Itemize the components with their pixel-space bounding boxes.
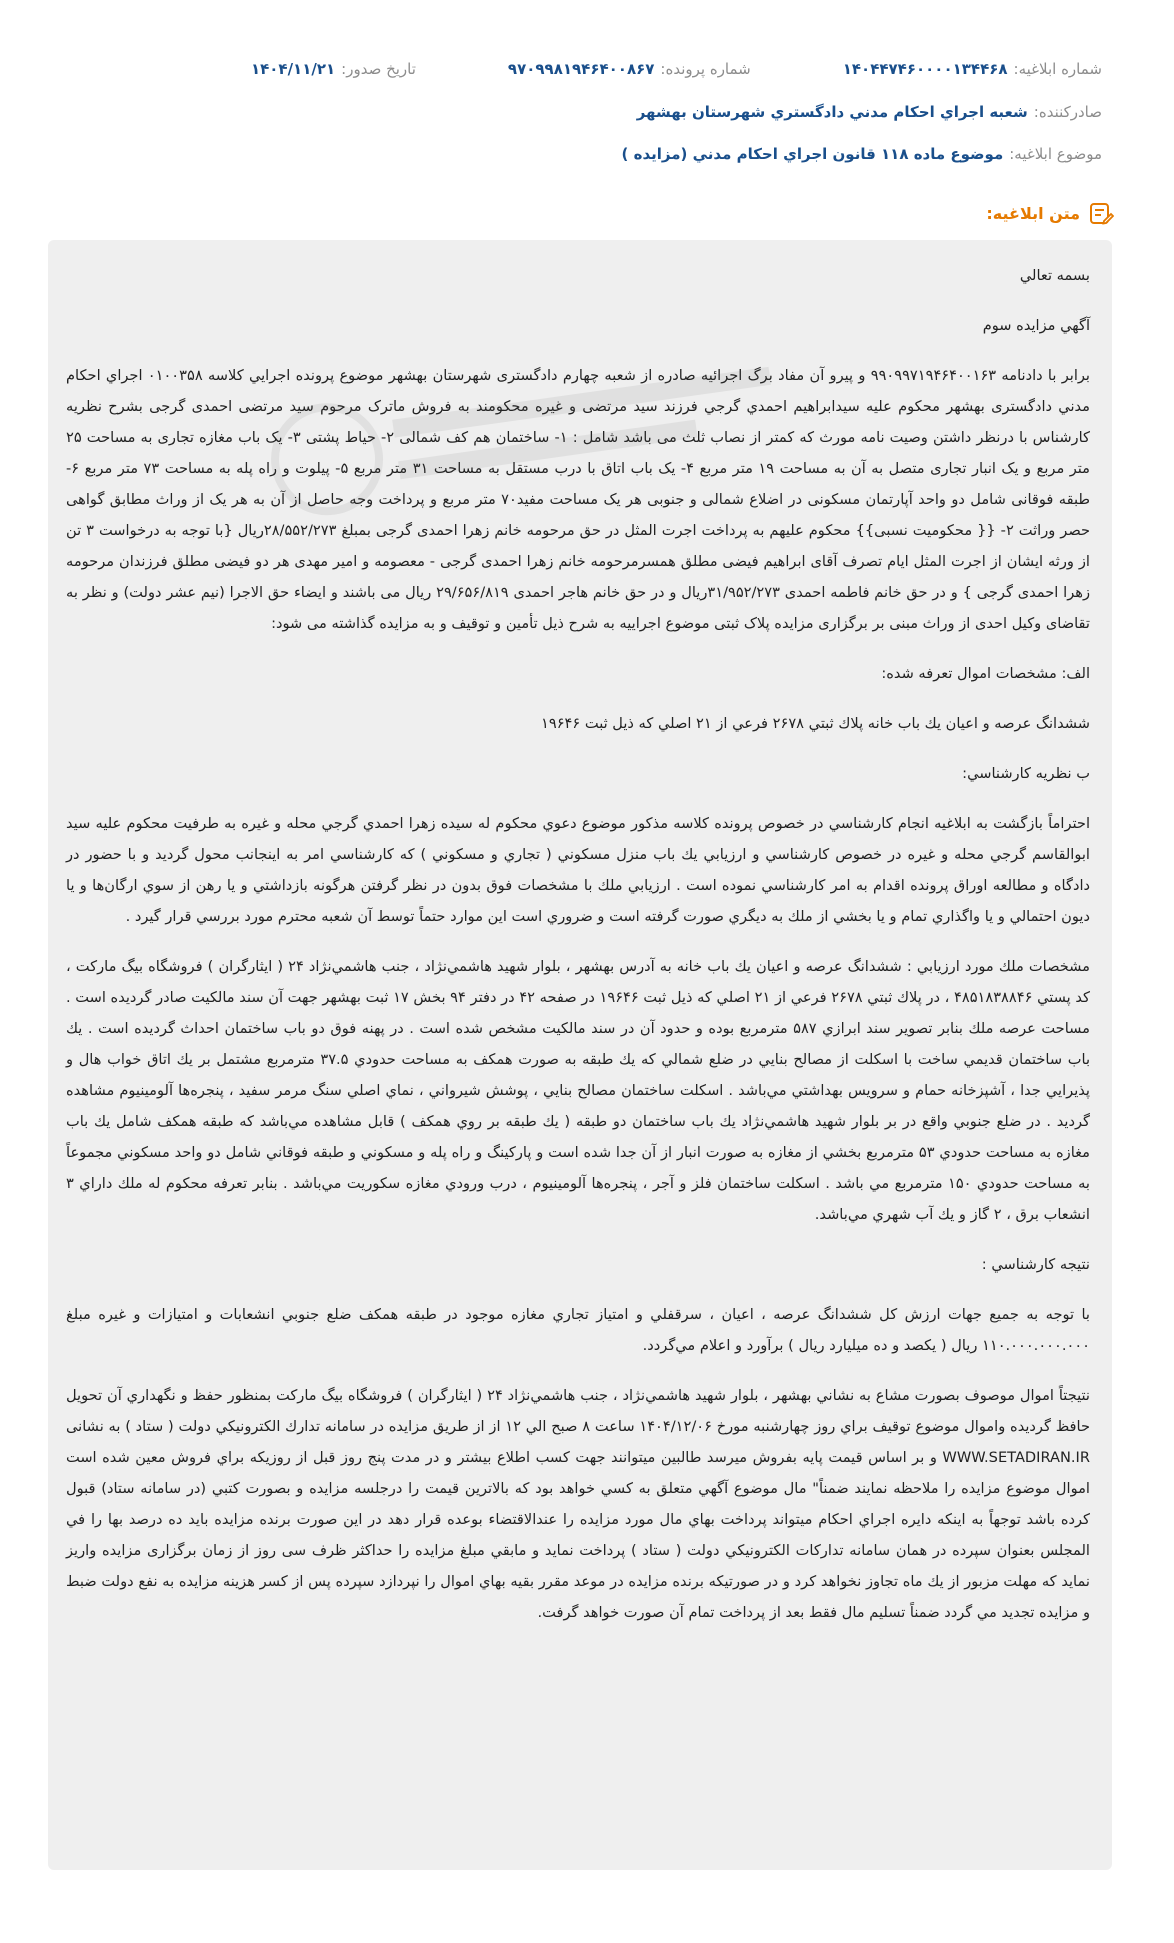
body-auction-terms: نتيجتاً اموال موصوف بصورت مشاع به نشاني بهشهر ، بلوار شهيد هاشمي‌نژاد ، جنب هاشمي‌نژاد ۲۴ ( ايثارگران ) فروشگاه بيگ ماركت بمنظور حفظ و نگهداري آن تحويل حافظ گرديده واموال موضوع توقيف براي روز چهارشنبه مورخ ۱۴۰۴/۱۲/۰۶ ساعت ۸ صبح الي ۱۲ از از طريق مزايده در سامانه تدارك الكترونيكي دولت ( ستاد ) به نشانی WWW.SETADIRAN.IR و بر اساس قيمت پايه بفروش ميرسد طالبين ميتوانند جهت كسب اطلاع بيشتر و در مدت پنج روز قبل از روزيكه براي فروش معين شده است اموال موضوع مزايده را ملاحظه نمايند ضمناً" مال موضوع آگهي متعلق به كسي خواهد بود كه بالاترين قيمت را درجلسه مزايده و بصورت كتبي (در سامانه ستاد) قبول كرده باشد توجهاً به اينكه دايره اجراي احكام ميتواند پرداخت بهاي مال مورد مزايده را عندالاقتضاء بوعده قرار دهد در اين صورت برنده مزايده بايد ده درصد بها را في المجلس بعنوان سپرده در همان سامانه تداركات الكترونيكي دولت ( ستاد ) پرداخت نمايد و مابقي مبلغ مزايده را حداكثر ظرف سی روز از زمان برگزاری مزايده واريز نمايد كه مهلت مزبور از يك ماه تجاوز نخواهد كرد و در صورتيكه برنده مزايده در موعد مقرر بقيه بهاي اموال را نپردازد سپرده پس از كسر هزينه مزايده به نفع دولت ضبط و مزايده تجديد مي گردد ضمناً تسليم مال فقط بعد از پرداخت تمام آن صورت خواهد گرفت. [66, 1387, 1091, 1621]
body-section-a-title: الف: مشخصات اموال تعرفه شده: [881, 665, 1090, 682]
subject-row [72, 137, 1102, 171]
issuer-value: شعبه اجراي احکام مدني دادگستري شهرستان بهشهر [636, 103, 1028, 121]
case-number-cell [508, 60, 751, 78]
body-heading: بسمه تعالي [1019, 267, 1090, 284]
note-icon [1088, 200, 1114, 226]
case-number-value: ۹۷۰۹۹۸۱۹۴۶۴۰۰۸۶۷ [507, 60, 655, 78]
body-expert-opinion: احتراماً بازگشت به ابلاغيه انجام كارشناسي در خصوص پرونده كلاسه مذكور موضوع دعوي محكوم له سيده زهرا احمدي گرجي محله و غيره به طرفيت محكوم عليه سيد ابوالقاسم گرجي محله و غيره در خصوص كارشناسي و ارزيابي يك باب منزل مسكوني ( تجاري و مسكوني ) كه كارشناسي امر به اينجانب محول گرديد و با حضور در دادگاه و مطالعه اوراق پرونده اقدام به امر كارشناسي نموده است . ارزيابي ملك با مشخصات فوق بدون در نظر گرفتن هرگونه بازداشتي و يا رهن از سوي ارگان‌ها و يا ديون احتمالي و يا واگذاري تمام و يا بخشي از ملك به ديگري صورت گرفته است و ضروري است اين موارد حتماً توسط آن شعبه محترم مورد بررسي قرار گيرد . [66, 815, 1090, 925]
header-meta-row [72, 52, 1102, 86]
notice-body [48, 240, 1112, 1870]
body-title: آگهي مزايده سوم [982, 317, 1090, 334]
section-title-text: متن ابلاغيه: [986, 203, 1080, 223]
section-title [986, 197, 1114, 229]
notice-number-cell [843, 60, 1102, 78]
subject-label: موضوع ابلاغيه: [1009, 145, 1102, 163]
case-number-label: شماره پرونده: [660, 60, 751, 78]
issuer-row [72, 95, 1102, 129]
body-property-line: ششدانگ عرصه و اعيان يك باب خانه پلاك ثبتي ۲۶۷۸ فرعي از ۲۱ اصلي كه ذيل ثبت ۱۹۶۴۶ [541, 715, 1090, 732]
body-valuation: با توجه به جميع جهات ارزش كل ششدانگ عرصه ، اعيان ، سرقفلي و امتياز تجاري مغازه موجود در طبقه همكف ضلع جنوبي انشعابات و امتيازات و غيره مبلغ ۱۱۰.۰۰۰.۰۰۰.۰۰۰ ريال ( يكصد و ده ميليارد ريال ) برآورد و اعلام مي‌گردد. [66, 1306, 1090, 1354]
body-paragraph-intro: برابر با دادنامه ۹۹۰۹۹۷۱۹۴۶۴۰۰۱۶۳ و پيرو آن مفاد برگ اجرائيه صادره از شعبه چهارم دادگستری شهرستان بهشهر موضوع پرونده اجرايي كلاسه ۰۱۰۰۳۵۸ اجراي احكام مدني دادگستری بهشهر محكوم عليه سيدابراهيم احمدي گرجي فرزند سيد مرتضی و غيره محكومند به فروش ماترک مرحوم سيد مرتضی احمدی گرجی بشرح نظريه کارشناس با درنظر داشتن وصيت نامه مورث که کمتر از نصاب ثلث می باشد شامل : ۱- ساختمان هم کف شمالی ۲- حياط پشتی ۳- يک باب مغازه تجاری به مساحت ۲۵ متر مربع و يک انبار تجاری متصل به آن به مساحت ۱۹ متر مربع ۴- يک باب اتاق با درب مستقل به مساحت ۳۱ متر مربع ۵- پيلوت و راه پله به مساحت ۷۳ متر مربع ۶- طبقه فوقانی شامل دو واحد آپارتمان مسکونی در اضلاع شمالی و جنوبی هر يک مساحت مفيد۷۰ متر مربع و پرداخت وجه حاصل از آن به هر يک از وراث مطابق گواهی حصر وراثت ۲- {{ محکوميت نسبی}} محکوم عليهم به پرداخت اجرت المثل در حق مرحومه خانم زهرا احمدی گرجی بمبلغ ۲۸/۵۵۲/۲۷۳ريال {با توجه به درخواست ۳ تن از ورثه ايشان از اجرت المثل ايام تصرف آقای ابراهيم فيضی مطلق همسرمرحومه خانم زهرا احمدی گرجی - معصومه و امير مهدی هر دو فيضی مطلق فرزندان مرحومه زهرا احمدی گرجی } و در حق خانم فاطمه احمدی ۳۱/۹۵۲/۲۷۳ريال و در حق خانم هاجر احمدی ۲۹/۶۵۶/۸۱۹ ريال می باشند و ايضاء حق الاجرا (نيم عشر دولت) و نظر به تقاضای وکيل احدی از وراث مبنی بر برگزاری مزايده پلاک ثبتی موضوع اجراييه به شرح ذيل تأمين و توقيف و به مزايده گذاشته می شود: [66, 367, 1091, 632]
issuer-label: صادرکننده: [1033, 103, 1102, 121]
notice-number-value: ۱۴۰۴۴۷۴۶۰۰۰۰۱۳۴۴۶۸ [842, 60, 1008, 78]
subject-value: موضوع ماده ۱۱۸ قانون اجراي احکام مدني (مزايده ) [621, 145, 1004, 163]
notice-number-label: شماره ابلاغيه: [1013, 60, 1102, 78]
body-property-details: مشخصات ملك مورد ارزيابي : ششدانگ عرصه و اعيان يك باب خانه به آدرس بهشهر ، بلوار شهيد هاشمي‌نژاد ، جنب هاشمي‌نژاد ۲۴ ( ايثارگران ) فروشگاه بيگ ماركت ، كد پستي ۴۸۵۱۸۳۸۸۴۶ ، در پلاك ثبتي ۲۶۷۸ فرعي از ۲۱ اصلي كه ذيل ثبت ۱۹۶۴۶ در صفحه ۴۲ در دفتر ۹۴ بخش ۱۷ ثبت بهشهر جهت آن سند مالكيت صادر گرديده است . مساحت عرصه ملك بنابر تصوير سند ابرازي ۵۸۷ مترمربع بوده و حدود آن در سند مالكيت مشخص شده است . در پهنه فوق دو باب ساختمان احداث گرديده است . يك باب ساختمان قديمي ساخت با اسكلت از مصالح بنايي در ضلع شمالي كه يك طبقه به صورت همكف به مساحت حدودي ۳۷.۵ مترمربع مشتمل بر يك اتاق خواب هال و پذيرايي جدا ، آشپزخانه حمام و سرويس بهداشتي مي‌باشد . اسكلت ساختمان مصالح بنايي ، پوشش شيرواني ، نماي اصلي سنگ مرمر سفيد ، پنجره‌ها آلومينيوم مشاهده گرديد . در ضلع جنوبي واقع در بر بلوار شهيد هاشمي‌نژاد يك باب ساختمان دو طبقه ( يك طبقه بر روي همكف ) قابل مشاهده مي‌باشد كه طبقه همكف شامل يك باب مغازه به مساحت حدودي ۵۳ مترمربع بخشي از مغازه به صورت انبار از آن جدا شده است و پاركينگ و راه پله و مسكوني و طبقه فوقاني شامل دو واحد مسكوني مجموعاً به مساحت حدودي ۱۵۰ مترمربع مي باشد . اسكلت ساختمان فلز و آجر ، پنجره‌ها آلومينيوم ، درب ورودي مغازه سكوريت مي‌باشد . بنابر تعرفه محكوم له ملك داراي ۳ انشعاب برق ، ۲ گاز و يك آب شهري مي‌باشد. [66, 958, 1090, 1223]
issue-date-cell [251, 60, 416, 78]
body-result-title: نتيجه كارشناسي : [981, 1256, 1090, 1273]
body-section-b-title: ب نظريه کارشناسي: [962, 765, 1090, 782]
issue-date-label: تاريخ صدور: [341, 60, 416, 78]
issue-date-value: ۱۴۰۴/۱۱/۲۱ [250, 60, 336, 78]
